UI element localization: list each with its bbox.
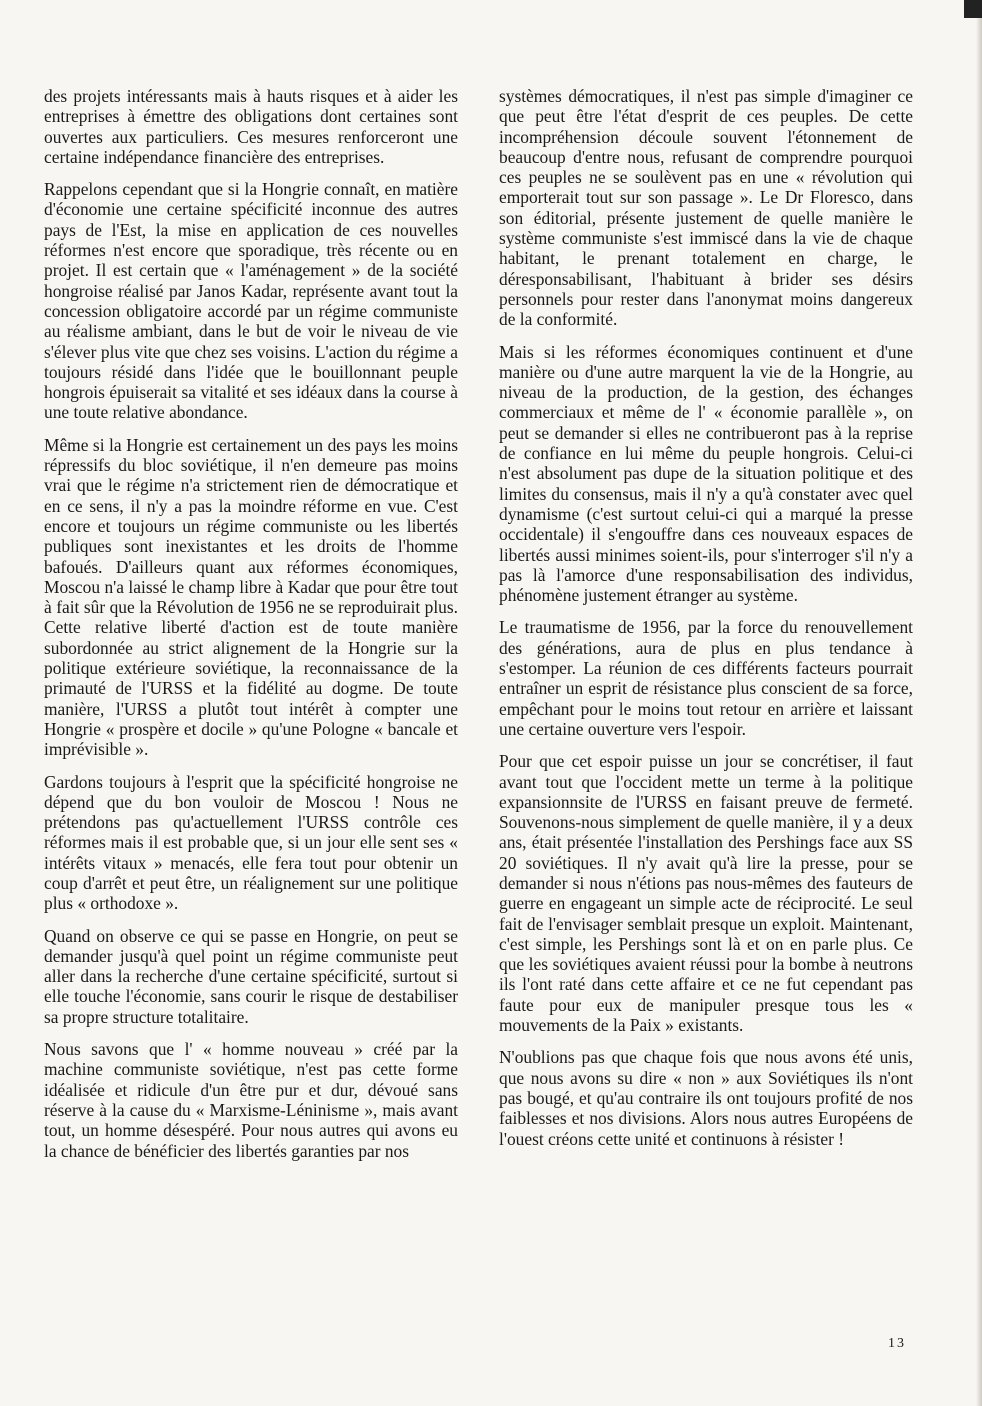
paragraph: Même si la Hongrie est certainement un des pays les moins répressifs du bloc soviétique, il n'en demeure pas moins vrai que le régime n'a strictement rien de démocratique et en ce sens, il n'y a pas la moindre réforme en vue. C'est encore et toujours un régime communiste ou les libertés publiques sont inexistantes et les droits de l'homme bafoués. D'ailleurs quant aux réformes économiques, Moscou n'a laissé le champ libre à Kadar que pour être tout à fait sûr que la Révolution de 1956 ne se reproduirait plus. Cette relative liberté d'action est de toute manière subordonnée au strict alignement de la Hongrie sur la politique extérieure soviétique, la reconnaissance de la primauté de l'URSS et la fidélité au dogme. De toute manière, l'URSS a plutôt tout intérêt à compter une Hongrie « prospère et docile » qu'une Pologne « bancale et imprévisible ». xyxy=(44,434,458,760)
paragraph: systèmes démocratiques, il n'est pas simple d'imaginer ce que peut être l'état d'esprit de ces peuples. De cette incompréhension découle souvent l'étonnement de beaucoup d'entre nous, refusant de comprendre pourquoi ces peuples ne se soulèvent pas en une « révolution qui emporterait tout sur son passage ». Le Dr Floresco, dans son éditorial, présente justement de quelle manière le système communiste s'est immiscé dans la vie de chaque habitant, le prenant totalement en charge, le déresponsabilisant, l'habituant à brider ses désirs personnels pour rester dans l'anonymat moins dangereux de la conformité. xyxy=(499,86,913,330)
paragraph: Nous savons que l' « homme nouveau » créé par la machine communiste soviétique, n'est pas cette forme idéalisée et ridicule d'un être pur et dur, dévoué sans réserve à la cause du « Marxisme-Léninisme », mais avant tout, un homme désespéré. Pour nous autres qui avons eu la chance de bénéficier des libertés garanties par nos xyxy=(44,1039,458,1161)
left-column xyxy=(44,86,458,1173)
paragraph: Gardons toujours à l'esprit que la spécificité hongroise ne dépend que du bon vouloir de Moscou ! Nous ne prétendons pas qu'actuellement l'URSS contrôle ces réformes mais il est probable que, si un jour elle sent ses « intérêts vitaux » menacés, elle fera tout pour obtenir un coup d'arrêt et peut être, un réalignement sur une politique plus « orthodoxe ». xyxy=(44,771,458,914)
right-column xyxy=(499,86,913,1161)
paragraph: Rappelons cependant que si la Hongrie connaît, en matière d'économie une certaine spécificité inconnue des autres pays de l'Est, la mise en application de ces nouvelles réformes n'est encore que sporadique, très récente ou en projet. Il est certain que « l'aménagement » de la société hongroise réalisé par Janos Kadar, représente avant tout la concession obligatoire accordé par un régime communiste au réalisme ambiant, dans le but de voir le niveau de vie s'élever plus vite que chez ses voisins. L'action du régime a toujours résidé dans l'idée que le bouillonnant peuple hongrois épuiserait sa vitalité et ses idéaux dans la course à une toute relative abondance. xyxy=(44,179,458,423)
page-edge-shadow xyxy=(976,0,982,1406)
paragraph: Pour que cet espoir puisse un jour se concrétiser, il faut avant tout que l'occident mette un terme à la politique expansionnsite de l'URSS en faisant preuve de fermeté. Souvenons-nous simplement de quelle manière, il y a deux ans, était présentée l'installation des Pershings face aux SS 20 soviétiques. Il n'y avait qu'à lire la presse, pour se demander si nous n'étions pas nous-mêmes des fauteurs de guerre en engageant un simple acte de réciprocité. Le seul fait de l'envisager semblait presque un exploit. Maintenant, c'est simple, les Pershings sont là et on en parle plus. Ce que les soviétiques avaient réussi pour la bombe à neutrons ils l'ont raté dans cette affaire et ce ne fut cependant pas faute pour eux de manipuler presque tous les « mouvements de la Paix » existants. xyxy=(499,751,913,1036)
paragraph: Quand on observe ce qui se passe en Hongrie, on peut se demander jusqu'à quel point un régime communiste peut aller dans la recherche d'une certaine spécificité, surtout si elle touche l'économie, sans courir le risque de destabiliser sa propre structure totalitaire. xyxy=(44,925,458,1027)
paragraph: N'oublions pas que chaque fois que nous avons été unis, que nous avons su dire « non » aux Soviétiques ils n'ont pas bougé, et qu'au contraire ils ont toujours profité de nos faiblesses et nos divisions. Alors nous autres Européens de l'ouest créons cette unité et continuons à résister ! xyxy=(499,1047,913,1149)
paragraph: Le traumatisme de 1956, par la force du renouvellement des générations, aura de plus en plus tendance à s'estomper. La réunion de ces différents facteurs pourrait entraîner un esprit de résistance plus conscient de sa force, empêchant pour le moins tout retour en arrière et laissant une certaine ouverture vers l'espoir. xyxy=(499,617,913,739)
paragraph: des projets intéressants mais à hauts risques et à aider les entreprises à émettre des obligations dont certaines sont ouvertes aux particuliers. Ces mesures renforceront une certaine indépendance financière des entreprises. xyxy=(44,86,458,167)
paragraph: Mais si les réformes économiques continuent et d'une manière ou d'une autre marquent la vie de la Hongrie, au niveau de la production, de la gestion, des échanges commerciaux et même de l' « économie parallèle », on peut se demander si elles ne contribueront pas à la reprise de confiance en lui même du peuple hongrois. Celui-ci n'est absolument pas dupe de la situation politique et des limites du consensus, mais il n'y a qu'à constater avec quel dynamisme (c'est surtout celui-ci qui a marqué la presse occidentale) il s'engouffre dans ces nouveaux espaces de libertés aussi minimes soient-ils, pour s'interroger s'il n'y a pas là l'amorce d'une responsabilisation des individus, phénomène justement étranger au système. xyxy=(499,341,913,606)
page-number: 13 xyxy=(888,1336,906,1351)
scan-corner-mark xyxy=(964,0,982,18)
